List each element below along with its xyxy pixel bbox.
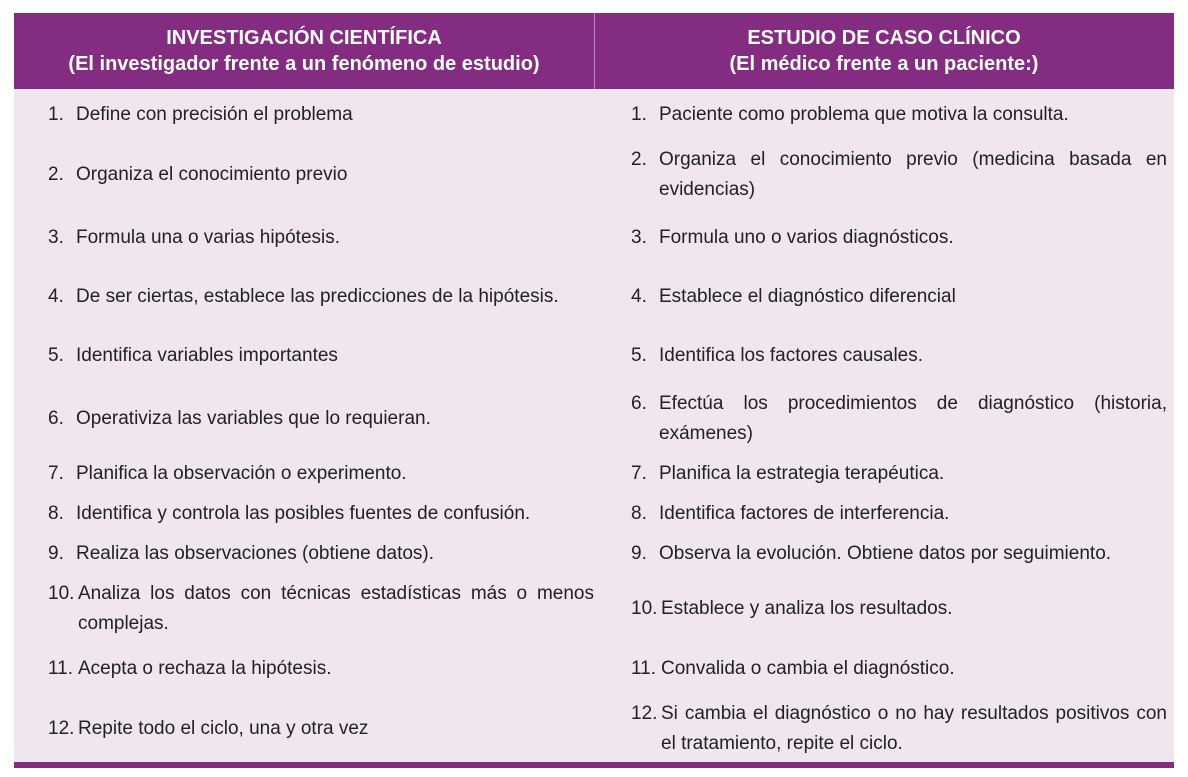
table-row bbox=[14, 267, 1174, 327]
right-item-text: Identifica los factores causales. bbox=[659, 345, 924, 366]
right-item-number: 6. bbox=[631, 393, 647, 414]
right-item-number: 2. bbox=[631, 149, 647, 170]
left-item-text: Operativiza las variables que lo requieran. bbox=[76, 408, 431, 429]
table-row bbox=[14, 533, 1174, 575]
left-item-text: Identifica variables importantes bbox=[76, 345, 338, 366]
table-header bbox=[14, 13, 1174, 89]
right-item-text: Planifica la estrategia terapéutica. bbox=[659, 463, 945, 484]
right-cell bbox=[631, 89, 1167, 141]
left-cell bbox=[48, 533, 594, 575]
left-cell bbox=[48, 495, 594, 533]
left-item-text: Analiza los datos con técnicas estadísticas más o menos complejas. bbox=[78, 583, 594, 634]
left-cell bbox=[48, 695, 594, 762]
left-item-number: 4. bbox=[48, 286, 64, 307]
header-right bbox=[594, 13, 1174, 89]
header-right-title: ESTUDIO DE CASO CLÍNICO bbox=[747, 27, 1021, 49]
header-left-subtitle: (El investigador frente a un fenómeno de estudio) bbox=[68, 53, 540, 75]
left-item-text: Formula una o varias hipótesis. bbox=[76, 227, 341, 248]
right-item-text: Convalida o cambia el diagnóstico. bbox=[661, 658, 955, 679]
table-row bbox=[14, 643, 1174, 695]
right-item-number: 11. bbox=[631, 658, 657, 679]
right-cell bbox=[631, 643, 1167, 695]
header-left-title: INVESTIGACIÓN CIENTÍFICA bbox=[166, 27, 442, 49]
right-item-text: Organiza el conocimiento previo (medicina basada en evidencias) bbox=[659, 149, 1167, 200]
left-item-number: 2. bbox=[48, 164, 64, 185]
right-item-text: Identifica factores de interferencia. bbox=[659, 503, 950, 524]
left-item-number: 6. bbox=[48, 408, 64, 429]
left-item-text: Acepta o rechaza la hipótesis. bbox=[78, 658, 332, 679]
left-item-text: Define con precisión el problema bbox=[76, 104, 353, 125]
left-item-text: Planifica la observación o experimento. bbox=[76, 463, 407, 484]
right-item-number: 8. bbox=[631, 503, 647, 524]
table-row bbox=[14, 89, 1174, 141]
header-divider bbox=[594, 13, 595, 89]
left-cell bbox=[48, 209, 594, 267]
right-item-number: 4. bbox=[631, 286, 647, 307]
right-cell bbox=[631, 267, 1167, 327]
left-cell bbox=[48, 453, 594, 495]
left-item-number: 12. bbox=[48, 717, 75, 739]
left-item-text: De ser ciertas, establece las predicciones de la hipótesis. bbox=[76, 286, 559, 307]
left-cell bbox=[48, 327, 594, 385]
right-item-text: Formula uno o varios diagnósticos. bbox=[659, 227, 954, 248]
right-item-number: 10. bbox=[631, 598, 658, 619]
table-row bbox=[14, 453, 1174, 495]
comparison-table bbox=[14, 13, 1174, 768]
left-item-number: 1. bbox=[48, 104, 64, 125]
left-cell bbox=[48, 89, 594, 141]
right-cell bbox=[631, 209, 1167, 267]
right-item-text: Efectúa los procedimientos de diagnóstico (historia, exámenes) bbox=[659, 393, 1167, 444]
right-cell bbox=[631, 453, 1167, 495]
right-item-number: 1. bbox=[631, 104, 647, 125]
left-cell bbox=[48, 267, 594, 327]
right-item-text: Paciente como problema que motiva la consulta. bbox=[659, 104, 1069, 125]
right-item-number: 7. bbox=[631, 463, 647, 484]
right-item-text: Establece el diagnóstico diferencial bbox=[659, 286, 956, 307]
right-cell bbox=[631, 385, 1167, 453]
right-item-number: 5. bbox=[631, 345, 647, 366]
left-cell bbox=[48, 385, 594, 453]
left-item-number: 3. bbox=[48, 227, 64, 248]
left-item-text: Identifica y controla las posibles fuentes de confusión. bbox=[76, 503, 531, 524]
right-item-text: Establece y analiza los resultados. bbox=[661, 598, 953, 619]
table-row bbox=[14, 695, 1174, 762]
left-item-number: 9. bbox=[48, 543, 64, 564]
table-row bbox=[14, 385, 1174, 453]
left-item-text: Realiza las observaciones (obtiene datos). bbox=[76, 543, 435, 564]
left-cell bbox=[48, 141, 594, 209]
right-item-number: 12. bbox=[631, 702, 658, 724]
right-item-number: 3. bbox=[631, 227, 647, 248]
right-cell bbox=[631, 575, 1167, 643]
left-cell bbox=[48, 575, 594, 643]
right-item-text: Si cambia el diagnóstico o no hay resultados positivos con el tratamiento, repite el ciclo. bbox=[661, 702, 1167, 754]
right-cell bbox=[631, 495, 1167, 533]
left-item-text: Organiza el conocimiento previo bbox=[76, 164, 348, 185]
left-cell bbox=[48, 643, 594, 695]
left-item-number: 10. bbox=[48, 583, 75, 604]
table-row bbox=[14, 209, 1174, 267]
left-item-number: 8. bbox=[48, 503, 64, 524]
right-cell bbox=[631, 141, 1167, 209]
left-item-number: 7. bbox=[48, 463, 64, 484]
header-left bbox=[14, 13, 594, 89]
table-row bbox=[14, 495, 1174, 533]
right-item-text: Observa la evolución. Obtiene datos por seguimiento. bbox=[659, 543, 1112, 564]
bottom-rule bbox=[14, 762, 1174, 768]
left-item-number: 11. bbox=[48, 658, 74, 679]
table-row bbox=[14, 575, 1174, 643]
table-row bbox=[14, 327, 1174, 385]
header-right-subtitle: (El médico frente a un paciente:) bbox=[729, 53, 1039, 75]
left-item-number: 5. bbox=[48, 345, 64, 366]
left-item-text: Repite todo el ciclo, una y otra vez bbox=[78, 717, 369, 739]
table-row bbox=[14, 141, 1174, 209]
right-cell bbox=[631, 695, 1167, 762]
right-item-number: 9. bbox=[631, 543, 647, 564]
right-cell bbox=[631, 533, 1167, 575]
right-cell bbox=[631, 327, 1167, 385]
